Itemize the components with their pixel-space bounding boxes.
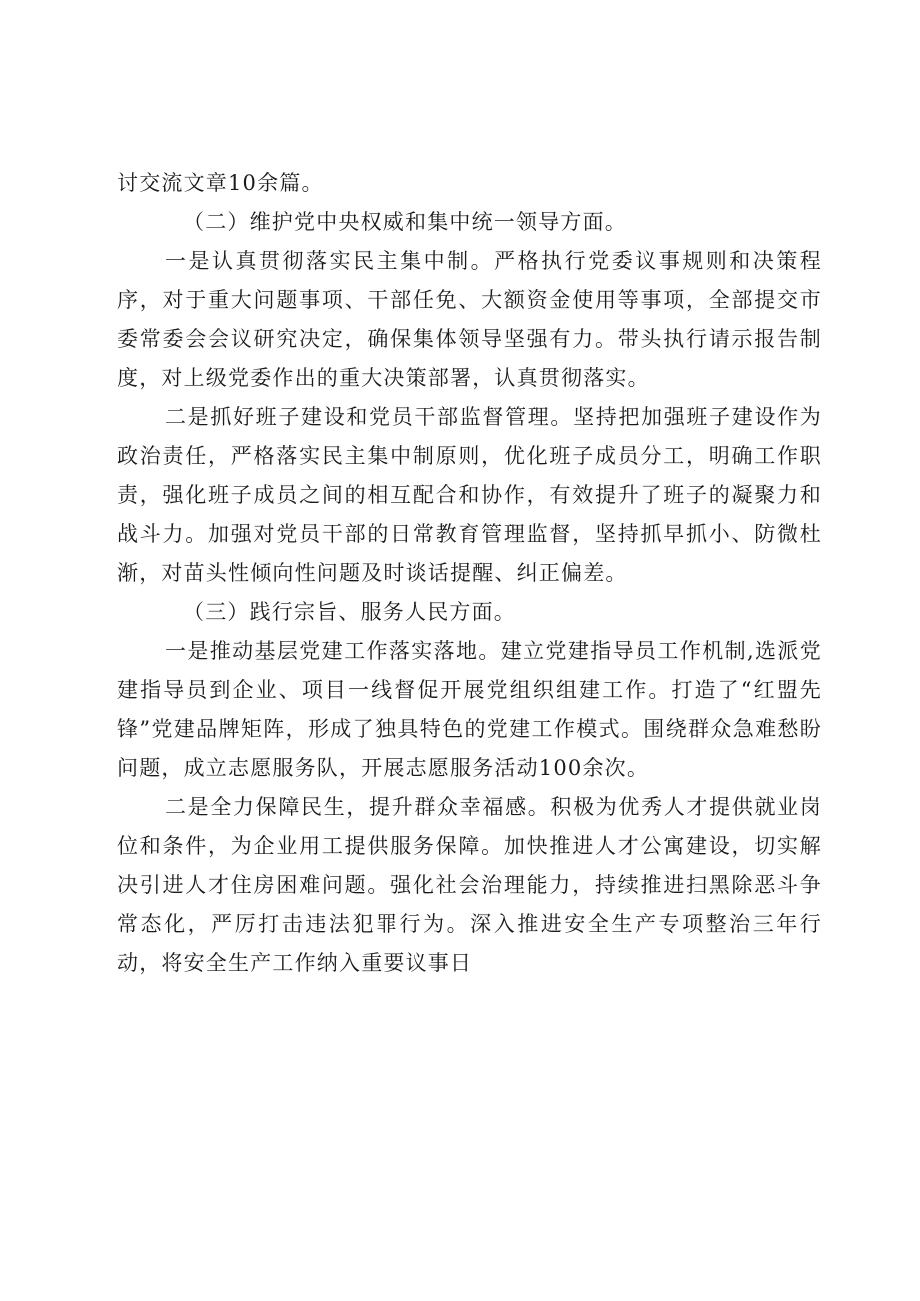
paragraph-grassroots-party-building: 一是推动基层党建工作落实落地。建立党建指导员工作机制,选派党建指导员到企业、项目一线督促开展党组织组建工作。打造了“红盟先锋”党建品牌矩阵，形成了独具特色的党建工作模式。围绕群众急难愁盼问题，成立志愿服务队，开展志愿服务活动100余次。 (117, 639, 822, 780)
section-heading-3: （三）践行宗旨、服务人民方面。 (183, 600, 516, 624)
paragraph-livelihood: 二是全力保障民生，提升群众幸福感。积极为优秀人才提供就业岗位和条件，为企业用工提供服务保障。加快推进人才公寓建设，切实解决引进人才住房困难问题。强化社会治理能力，持续推进扫黑除恶斗争常态化，严厉打击违法犯罪行为。深入推进安全生产专项整治三年行动，将安全生产工作纳入重要议事日 (117, 795, 822, 975)
paragraph-continuation: 讨交流文章10余篇。 (117, 171, 324, 195)
section-heading-2: （二）维护党中央权威和集中统一领导方面。 (183, 210, 627, 234)
document-body (117, 164, 822, 983)
paragraph-democratic-centralism: 一是认真贯彻落实民主集中制。严格执行党委议事规则和决策程序，对于重大问题事项、干部任免、大额资金使用等事项，全部提交市委常委会会议研究决定，确保集体领导坚强有力。带头执行请示报告制度，对上级党委作出的重大决策部署，认真贯彻落实。 (117, 249, 822, 390)
paragraph-team-building: 二是抓好班子建设和党员干部监督管理。坚持把加强班子建设作为政治责任，严格落实民主集中制原则，优化班子成员分工，明确工作职责，强化班子成员之间的相互配合和协作，有效提升了班子的凝聚力和战斗力。加强对党员干部的日常教育管理监督，坚持抓早抓小、防微杜渐，对苗头性倾向性问题及时谈话提醒、纠正偏差。 (117, 405, 822, 585)
